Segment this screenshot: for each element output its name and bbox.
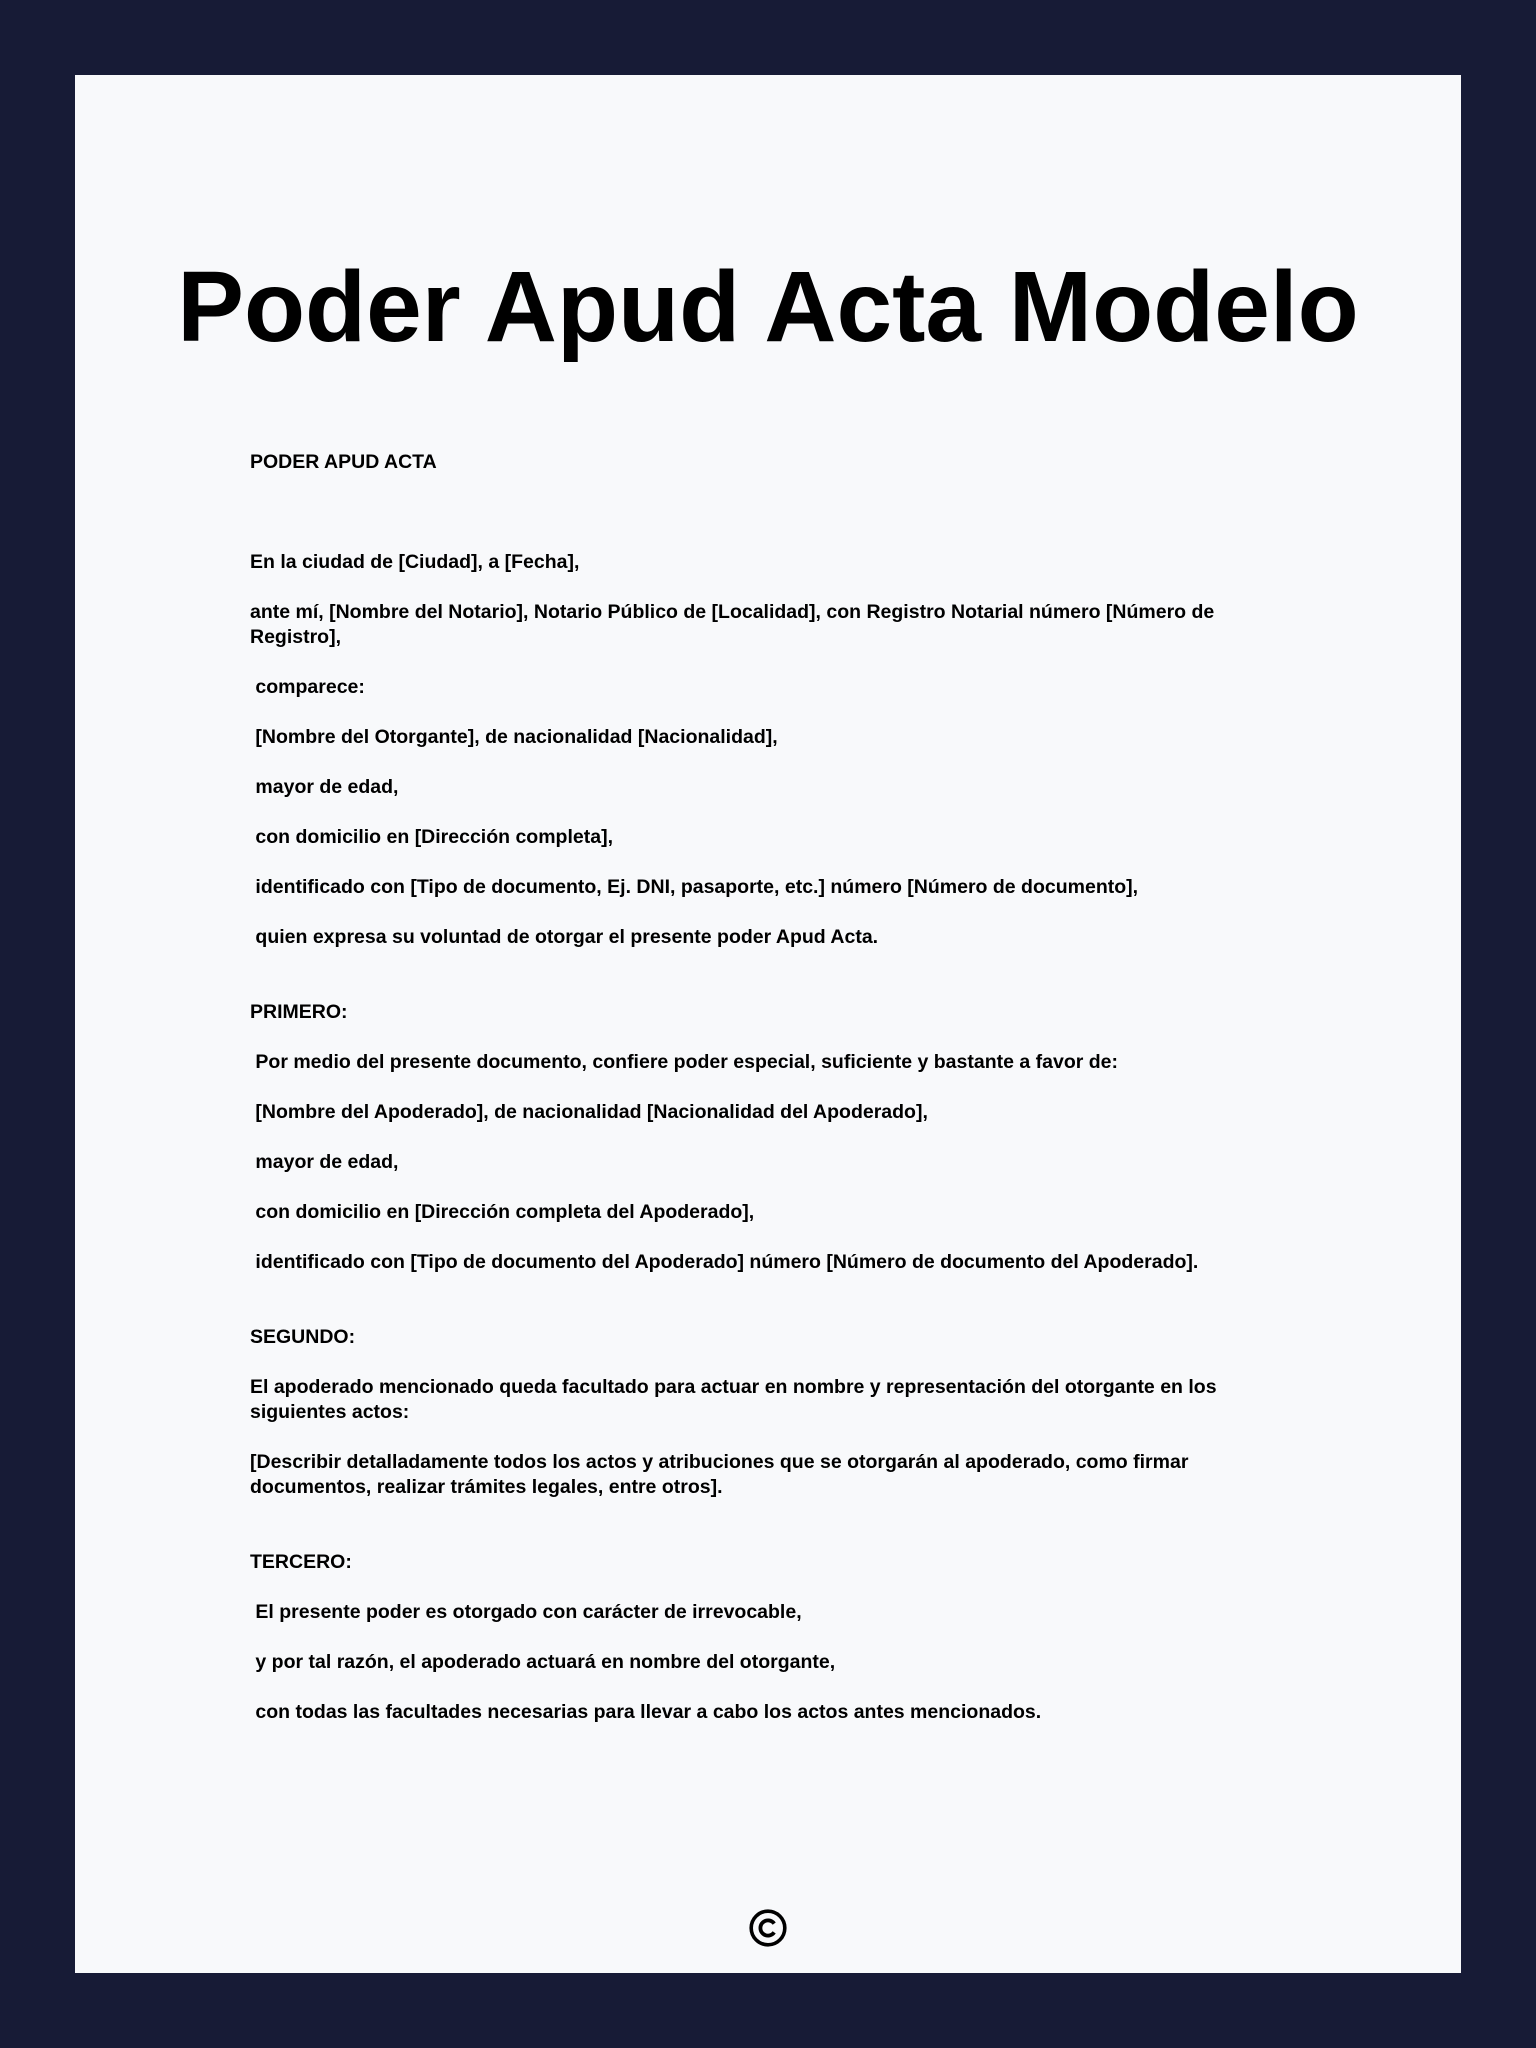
section-paragraph: y por tal razón, el apoderado actuará en nombre del otorgante, (250, 1651, 836, 1673)
section-paragraph: [Describir detalladamente todos los actos y atribuciones que se otorgarán al apoderado, como firmar documentos, realizar trámites legales, entre otros]. (250, 1451, 1194, 1498)
section-paragraph: con todas las facultades necesarias para llevar a cabo los actos antes mencionados. (250, 1701, 1042, 1723)
section-paragraph: El presente poder es otorgado con carácter de irrevocable, (250, 1601, 802, 1623)
section-paragraph: Por medio del presente documento, confiere poder especial, suficiente y bastante a favor de: (250, 1051, 1118, 1073)
copyright-icon (749, 1909, 787, 1947)
section-paragraph: El apoderado mencionado queda facultado para actuar en nombre y representación del otorgante en los siguientes actos: (250, 1376, 1222, 1423)
section-paragraph: [Nombre del Apoderado], de nacionalidad [Nacionalidad del Apoderado], (250, 1101, 928, 1123)
section-heading-primero: PRIMERO: (250, 1001, 348, 1023)
page-title: Poder Apud Acta Modelo (177, 251, 1359, 363)
intro-paragraph: En la ciudad de [Ciudad], a [Fecha], (250, 551, 580, 573)
intro-paragraph: identificado con [Tipo de documento, Ej. DNI, pasaporte, etc.] número [Número de documento], (250, 876, 1139, 898)
intro-paragraph: con domicilio en [Dirección completa], (250, 826, 613, 848)
intro-paragraph: [Nombre del Otorgante], de nacionalidad [Nacionalidad], (250, 726, 778, 748)
section-paragraph: mayor de edad, (250, 1151, 399, 1173)
document-page (75, 75, 1461, 1973)
intro-paragraph: quien expresa su voluntad de otorgar el presente poder Apud Acta. (250, 926, 879, 948)
section-paragraph: identificado con [Tipo de documento del Apoderado] número [Número de documento del Apoderado]. (250, 1251, 1199, 1273)
section-heading-segundo: SEGUNDO: (250, 1326, 356, 1348)
document-heading: PODER APUD ACTA (250, 451, 437, 473)
document-body (250, 450, 1286, 1750)
intro-paragraph: mayor de edad, (250, 776, 399, 798)
intro-paragraph: ante mí, [Nombre del Notario], Notario Público de [Localidad], con Registro Notarial número [Número de Registro], (250, 601, 1220, 648)
section-heading-tercero: TERCERO: (250, 1551, 352, 1573)
section-paragraph: con domicilio en [Dirección completa del Apoderado], (250, 1201, 755, 1223)
intro-paragraph: comparece: (250, 676, 365, 698)
